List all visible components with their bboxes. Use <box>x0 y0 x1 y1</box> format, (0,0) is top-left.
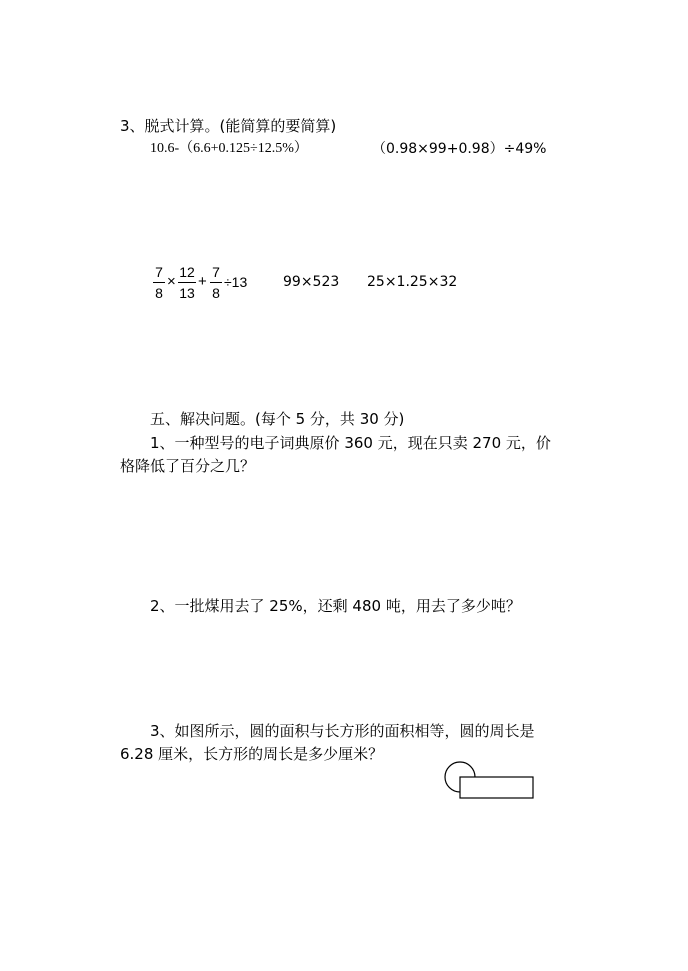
times-sign: × <box>167 273 176 290</box>
expression-2: （0.98×99+0.98）÷49% <box>372 141 547 157</box>
fraction-7-8-a <box>153 263 165 302</box>
fraction-denominator: 13 <box>179 285 195 301</box>
question-3-line-2: 6.28 厘米，长方形的周长是多少厘米？ <box>120 745 384 763</box>
fraction-numerator: 12 <box>179 264 195 280</box>
question-2: 2、一批煤用去了 25%，还剩 480 吨，用去了多少吨？ <box>150 597 521 615</box>
section3-heading: 3、脱式计算。(能简算的要简算) <box>120 117 337 135</box>
expression-1: 10.6-（6.6+0.125÷12.5%） <box>150 141 308 156</box>
rectangle-shape <box>460 777 533 798</box>
fraction-bar <box>153 282 165 283</box>
fraction-12-13 <box>178 263 196 302</box>
expression-5: 25×1.25×32 <box>367 274 458 290</box>
question-3-line-1: 3、如图所示，圆的面积与长方形的面积相等，圆的周长是 <box>150 722 535 740</box>
section5-heading: 五、解决问题。(每个 5 分，共 30 分) <box>150 410 405 428</box>
question-1-line-2: 格降低了百分之几？ <box>120 457 256 475</box>
circle-rectangle-figure <box>440 755 540 805</box>
plus-sign: + <box>198 273 207 290</box>
fraction-numerator: 7 <box>155 264 163 280</box>
fraction-bar <box>178 282 196 283</box>
divide-13: ÷13 <box>224 274 248 290</box>
question-1-line-1: 1、一种型号的电子词典原价 360 元，现在只卖 270 元，价 <box>150 434 551 452</box>
fraction-denominator: 8 <box>155 285 163 301</box>
fraction-7-8-b <box>210 263 222 302</box>
fraction-bar <box>210 282 222 283</box>
fraction-denominator: 8 <box>212 285 220 301</box>
fraction-numerator: 7 <box>212 264 220 280</box>
expression-4: 99×523 <box>283 274 340 290</box>
